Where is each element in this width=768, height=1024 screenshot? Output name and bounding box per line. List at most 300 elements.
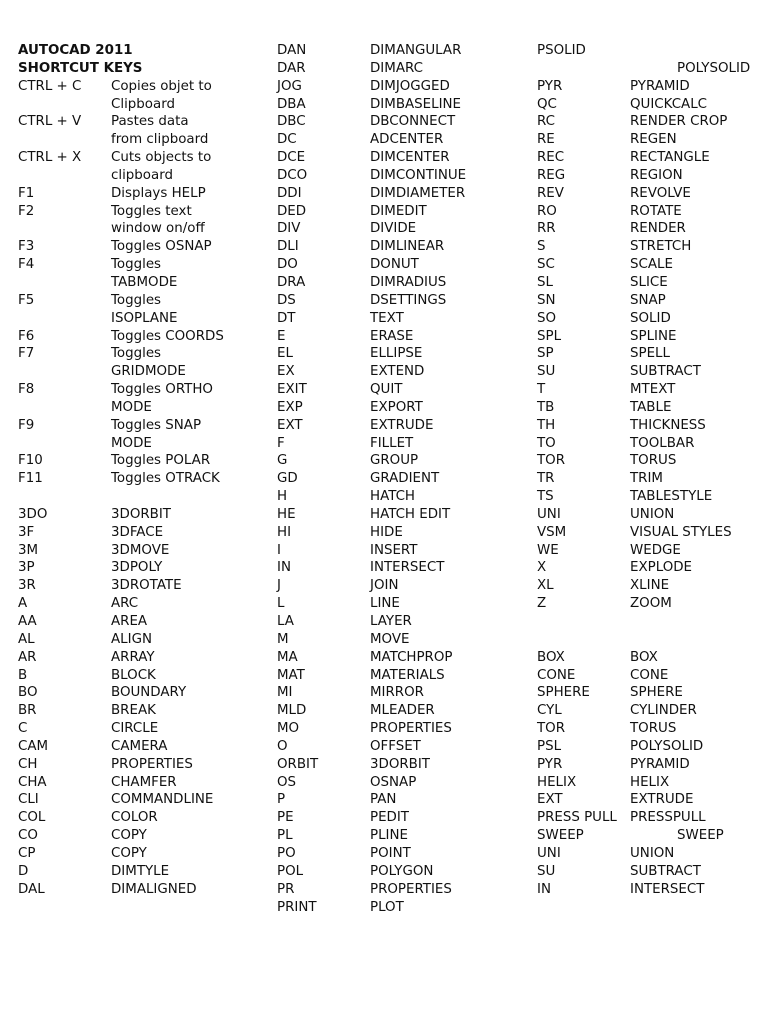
shortcut-command: Clipboard xyxy=(111,96,175,112)
shortcut-row xyxy=(18,720,263,738)
shortcut-row xyxy=(18,328,263,346)
shortcut-key: MLD xyxy=(277,703,307,719)
shortcut-row xyxy=(277,863,527,881)
shortcut-row xyxy=(537,399,762,417)
shortcut-command: TRIM xyxy=(630,471,663,487)
shortcut-key: VSM xyxy=(537,524,567,540)
shortcut-command: ADCENTER xyxy=(370,132,444,148)
shortcut-row xyxy=(18,684,263,702)
shortcut-command: Toggles OSNAP xyxy=(111,239,212,255)
shortcut-row xyxy=(277,417,527,435)
shortcut-key: F6 xyxy=(18,328,35,344)
shortcut-key: CP xyxy=(18,845,36,861)
shortcut-row xyxy=(18,292,263,310)
shortcut-command: UNION xyxy=(630,506,675,522)
shortcut-command: GRIDMODE xyxy=(111,364,186,380)
shortcut-command: CYLINDER xyxy=(630,703,697,719)
shortcut-key: SL xyxy=(537,274,553,290)
shortcut-row xyxy=(18,167,263,185)
shortcut-command: DIMCENTER xyxy=(370,150,450,166)
shortcut-row xyxy=(18,809,263,827)
shortcut-key: DCO xyxy=(277,167,308,183)
shortcut-command: MIRROR xyxy=(370,685,424,701)
shortcut-command: 3DPOLY xyxy=(111,560,163,576)
shortcut-row xyxy=(537,274,762,292)
shortcut-row xyxy=(537,185,762,203)
shortcut-command: HATCH xyxy=(370,489,416,505)
shortcut-row xyxy=(277,399,527,417)
shortcut-column-3 xyxy=(537,42,762,899)
shortcut-command: COPY xyxy=(111,828,147,844)
shortcut-command: JOIN xyxy=(370,578,399,594)
shortcut-row xyxy=(277,149,527,167)
shortcut-row xyxy=(18,702,263,720)
shortcut-command: PEDIT xyxy=(370,810,409,826)
shortcut-key: SC xyxy=(537,257,555,273)
shortcut-row xyxy=(277,274,527,292)
shortcut-row xyxy=(277,113,527,131)
shortcut-command: GROUP xyxy=(370,453,419,469)
shortcut-key: REG xyxy=(537,167,566,183)
shortcut-key: TOR xyxy=(537,453,566,469)
shortcut-command: BREAK xyxy=(111,703,156,719)
shortcut-key: TR xyxy=(537,471,555,487)
shortcut-command: REGEN xyxy=(630,132,677,148)
shortcut-row xyxy=(277,756,527,774)
shortcut-key: LA xyxy=(277,614,294,629)
shortcut-row xyxy=(18,381,263,399)
shortcut-row xyxy=(277,702,527,720)
shortcut-command: POLYGON xyxy=(370,863,434,879)
shortcut-row xyxy=(277,60,527,78)
shortcut-key: F11 xyxy=(18,471,43,487)
shortcut-row xyxy=(18,738,263,756)
shortcut-key: JOG xyxy=(277,78,302,94)
shortcut-row xyxy=(537,470,762,488)
shortcut-row xyxy=(277,167,527,185)
shortcut-key: PE xyxy=(277,810,294,826)
shortcut-row xyxy=(18,881,263,899)
shortcut-command: Copies objet to xyxy=(111,78,212,94)
shortcut-command: QUICKCALC xyxy=(630,96,708,112)
shortcut-key: 3R xyxy=(18,578,36,594)
shortcut-command: SUBTRACT xyxy=(630,863,701,879)
shortcut-command: ALIGN xyxy=(111,631,152,647)
shortcut-key: PO xyxy=(277,845,296,861)
shortcut-command: MATCHPROP xyxy=(370,649,453,665)
shortcut-command: SNAP xyxy=(630,292,666,308)
shortcut-command: OFFSET xyxy=(370,738,421,754)
shortcut-row xyxy=(277,328,527,346)
shortcut-row xyxy=(277,577,527,595)
shortcut-row xyxy=(537,363,762,381)
shortcut-key: AR xyxy=(18,649,37,665)
shortcut-key: F2 xyxy=(18,203,35,219)
shortcut-row xyxy=(18,363,263,381)
shortcut-row xyxy=(277,649,527,667)
shortcut-row xyxy=(18,113,263,131)
shortcut-command: MOVE xyxy=(370,631,410,647)
shortcut-key: SU xyxy=(537,863,556,879)
shortcut-command: COPY xyxy=(111,845,147,861)
shortcut-key: BR xyxy=(18,703,37,719)
shortcut-key: TOR xyxy=(537,721,566,737)
shortcut-command: SOLID xyxy=(630,310,671,326)
shortcut-key: DLI xyxy=(277,239,299,255)
shortcut-row xyxy=(537,78,762,96)
shortcut-row xyxy=(18,863,263,881)
shortcut-command: DBCONNECT xyxy=(370,114,456,130)
shortcut-row xyxy=(537,203,762,221)
shortcut-key: SPHERE xyxy=(537,685,590,701)
shortcut-key: F7 xyxy=(18,346,35,362)
shortcut-key: HI xyxy=(277,524,292,540)
shortcut-command: PLOT xyxy=(370,899,404,915)
shortcut-command: TABMODE xyxy=(111,274,178,290)
shortcut-command: COMMANDLINE xyxy=(111,792,214,808)
shortcut-row xyxy=(18,220,263,238)
shortcut-command: MTEXT xyxy=(630,382,676,398)
shortcut-row xyxy=(18,435,263,453)
shortcut-key: F9 xyxy=(18,417,35,433)
shortcut-row xyxy=(277,506,527,524)
shortcut-key: CTRL + X xyxy=(18,150,82,166)
shortcut-row xyxy=(537,756,762,774)
shortcut-key: IN xyxy=(537,881,551,897)
shortcut-row xyxy=(277,791,527,809)
shortcut-command: DIMRADIUS xyxy=(370,274,447,290)
shortcut-row xyxy=(18,613,263,631)
shortcut-row xyxy=(277,613,527,631)
shortcut-row xyxy=(277,595,527,613)
shortcut-command: COLOR xyxy=(111,810,158,826)
document-title-line-2: SHORTCUT KEYS xyxy=(18,60,143,76)
shortcut-key: XL xyxy=(537,578,554,594)
shortcut-command: PROPERTIES xyxy=(370,721,452,737)
shortcut-command: THICKNESS xyxy=(630,417,706,433)
shortcut-key: DIV xyxy=(277,221,301,237)
shortcut-command: POLYSOLID xyxy=(677,60,751,76)
shortcut-command: UNION xyxy=(630,845,675,861)
shortcut-key: CONE xyxy=(537,667,576,683)
shortcut-command: BLOCK xyxy=(111,667,156,683)
shortcut-key: E xyxy=(277,328,286,344)
shortcut-row xyxy=(537,488,762,506)
shortcut-key: HELIX xyxy=(537,774,577,790)
shortcut-key: POL xyxy=(277,863,304,879)
shortcut-command: 3DMOVE xyxy=(111,542,170,558)
shortcut-key: T xyxy=(537,382,546,398)
shortcut-row xyxy=(537,720,762,738)
shortcut-row xyxy=(277,363,527,381)
shortcut-command: RECTANGLE xyxy=(630,150,710,166)
shortcut-key: PR xyxy=(277,881,295,897)
shortcut-row xyxy=(277,684,527,702)
shortcut-row xyxy=(277,738,527,756)
shortcut-key: EXIT xyxy=(277,382,307,398)
shortcut-row xyxy=(18,667,263,685)
shortcut-row xyxy=(537,667,762,685)
shortcut-command: ERASE xyxy=(370,328,414,344)
shortcut-key: G xyxy=(277,453,288,469)
shortcut-row xyxy=(277,345,527,363)
shortcut-key: EL xyxy=(277,346,293,362)
shortcut-row xyxy=(277,42,527,60)
shortcut-command: DIMCONTINUE xyxy=(370,167,467,183)
shortcut-key: UNI xyxy=(537,506,561,522)
shortcut-command: MATERIALS xyxy=(370,667,445,683)
shortcut-key: PRINT xyxy=(277,899,317,915)
shortcut-command: BOX xyxy=(630,649,658,665)
shortcut-command: ZOOM xyxy=(630,596,672,612)
shortcut-key: PYR xyxy=(537,78,563,94)
shortcut-row xyxy=(18,149,263,167)
shortcut-row xyxy=(537,381,762,399)
shortcut-command: TABLESTYLE xyxy=(630,489,713,505)
shortcut-key: CLI xyxy=(18,792,39,808)
shortcut-key: F3 xyxy=(18,239,35,255)
shortcut-row xyxy=(537,542,762,560)
shortcut-row xyxy=(537,774,762,792)
shortcut-command: Toggles xyxy=(111,346,162,362)
shortcut-row xyxy=(537,684,762,702)
shortcut-key: EX xyxy=(277,364,295,380)
shortcut-row xyxy=(537,613,762,631)
shortcut-row xyxy=(277,256,527,274)
shortcut-key: AA xyxy=(18,614,37,629)
shortcut-row xyxy=(277,667,527,685)
shortcut-row xyxy=(18,417,263,435)
shortcut-command: EXPLODE xyxy=(630,560,693,576)
shortcut-command: FILLET xyxy=(370,435,414,451)
shortcut-command: EXTRUDE xyxy=(370,417,434,433)
shortcut-key: DAL xyxy=(18,881,45,897)
shortcut-key: EXT xyxy=(537,792,563,808)
shortcut-row xyxy=(277,631,527,649)
shortcut-key: BOX xyxy=(537,649,565,665)
shortcut-row xyxy=(537,328,762,346)
shortcut-row xyxy=(18,845,263,863)
shortcut-key: SO xyxy=(537,310,557,326)
shortcut-command: QUIT xyxy=(370,382,403,398)
shortcut-key: SU xyxy=(537,364,556,380)
shortcut-key: DAN xyxy=(277,43,307,58)
shortcut-command: 3DORBIT xyxy=(370,756,430,772)
shortcut-command: ARC xyxy=(111,596,139,612)
shortcut-row xyxy=(277,292,527,310)
shortcut-row xyxy=(18,631,263,649)
shortcut-row xyxy=(537,310,762,328)
shortcut-key: TH xyxy=(537,417,556,433)
shortcut-key: EXT xyxy=(277,417,303,433)
shortcut-row xyxy=(277,310,527,328)
shortcut-key: SP xyxy=(537,346,554,362)
shortcut-key: DAR xyxy=(277,60,306,76)
shortcut-key: F8 xyxy=(18,382,35,398)
shortcut-row xyxy=(537,435,762,453)
shortcut-command: HELIX xyxy=(630,774,670,790)
shortcut-key: DED xyxy=(277,203,307,219)
shortcut-command: CHAMFER xyxy=(111,774,177,790)
shortcut-command: PYRAMID xyxy=(630,756,690,772)
shortcut-key: P xyxy=(277,792,286,808)
shortcut-row xyxy=(537,149,762,167)
shortcut-command: Toggles SNAP xyxy=(111,417,202,433)
shortcut-key: S xyxy=(537,239,546,255)
shortcut-row xyxy=(277,220,527,238)
shortcut-command: Toggles text xyxy=(111,203,192,219)
shortcut-key: DRA xyxy=(277,274,306,290)
shortcut-row xyxy=(18,756,263,774)
shortcut-command: INTERSECT xyxy=(370,560,445,576)
shortcut-command: EXTRUDE xyxy=(630,792,694,808)
shortcut-key: GD xyxy=(277,471,298,487)
shortcut-row xyxy=(277,381,527,399)
shortcut-row xyxy=(537,167,762,185)
shortcut-command: SLICE xyxy=(630,274,668,290)
shortcut-command: MODE xyxy=(111,399,152,415)
shortcut-row xyxy=(537,595,762,613)
shortcut-row xyxy=(277,238,527,256)
shortcut-command: DIMANGULAR xyxy=(370,43,462,58)
shortcut-command: PAN xyxy=(370,792,397,808)
shortcut-key: TO xyxy=(537,435,556,451)
shortcut-command: RENDER xyxy=(630,221,686,237)
shortcut-command: CONE xyxy=(630,667,669,683)
shortcut-command: TABLE xyxy=(630,399,672,415)
shortcut-row xyxy=(537,827,762,845)
shortcut-key: SN xyxy=(537,292,556,308)
shortcut-key: PYR xyxy=(537,756,563,772)
shortcut-command: DIMBASELINE xyxy=(370,96,462,112)
shortcut-key: QC xyxy=(537,96,557,112)
shortcut-row xyxy=(277,131,527,149)
shortcut-row xyxy=(537,577,762,595)
shortcut-key: CH xyxy=(18,756,38,772)
shortcut-row xyxy=(537,96,762,114)
shortcut-command: POINT xyxy=(370,845,411,861)
shortcut-command: DIMTYLE xyxy=(111,863,170,879)
shortcut-key: COL xyxy=(18,810,46,826)
shortcut-key: D xyxy=(18,863,29,879)
shortcut-key: PRESS PULL xyxy=(537,810,617,826)
shortcut-key: WE xyxy=(537,542,559,558)
shortcut-key: F4 xyxy=(18,257,35,273)
shortcut-command: Toggles xyxy=(111,257,162,273)
shortcut-key: L xyxy=(277,596,285,612)
shortcut-row xyxy=(277,881,527,899)
shortcut-command: POLYSOLID xyxy=(630,738,704,754)
shortcut-row xyxy=(537,131,762,149)
shortcut-key: F5 xyxy=(18,292,35,308)
shortcut-key: DT xyxy=(277,310,296,326)
shortcut-command: EXPORT xyxy=(370,399,423,415)
shortcut-command: Toggles OTRACK xyxy=(111,471,220,487)
shortcut-row xyxy=(537,506,762,524)
shortcut-command: SWEEP xyxy=(677,828,724,844)
shortcut-command: EXTEND xyxy=(370,364,425,380)
shortcut-row xyxy=(537,524,762,542)
shortcut-command: 3DFACE xyxy=(111,524,164,540)
shortcut-row xyxy=(18,649,263,667)
shortcut-command: DONUT xyxy=(370,257,419,273)
shortcut-key: RR xyxy=(537,221,556,237)
shortcut-command: ISOPLANE xyxy=(111,310,178,326)
shortcut-row xyxy=(277,559,527,577)
shortcut-row xyxy=(277,488,527,506)
shortcut-column-2 xyxy=(277,42,527,916)
shortcut-key: F xyxy=(277,435,285,451)
shortcut-row xyxy=(277,203,527,221)
shortcut-key: RC xyxy=(537,114,555,130)
shortcut-command: TORUS xyxy=(630,721,677,737)
shortcut-key: H xyxy=(277,489,288,505)
shortcut-row xyxy=(18,827,263,845)
shortcut-key: RE xyxy=(537,132,555,148)
shortcut-key: 3M xyxy=(18,542,39,558)
shortcut-row xyxy=(537,809,762,827)
shortcut-key: DBA xyxy=(277,96,306,112)
shortcut-row xyxy=(18,595,263,613)
shortcut-key: EXP xyxy=(277,399,303,415)
shortcut-command: SPELL xyxy=(630,346,670,362)
shortcut-command: DSETTINGS xyxy=(370,292,447,308)
shortcut-key: DCE xyxy=(277,150,306,166)
shortcut-command: TOOLBAR xyxy=(630,435,695,451)
shortcut-key: TB xyxy=(537,399,555,415)
shortcut-key: PSL xyxy=(537,738,562,754)
shortcut-row xyxy=(537,791,762,809)
shortcut-key: X xyxy=(537,560,547,576)
shortcut-row xyxy=(18,470,263,488)
shortcut-row xyxy=(277,809,527,827)
shortcut-key: HE xyxy=(277,506,296,522)
shortcut-command: MLEADER xyxy=(370,703,435,719)
shortcut-command: OSNAP xyxy=(370,774,417,790)
shortcut-row xyxy=(18,256,263,274)
shortcut-key: TS xyxy=(537,489,554,505)
shortcut-command: GRADIENT xyxy=(370,471,440,487)
shortcut-command: ELLIPSE xyxy=(370,346,423,362)
shortcut-command: Displays HELP xyxy=(111,185,206,201)
shortcut-row xyxy=(277,452,527,470)
shortcut-row xyxy=(18,488,263,506)
shortcut-command: CIRCLE xyxy=(111,721,159,737)
shortcut-row xyxy=(18,774,263,792)
shortcut-key: DC xyxy=(277,132,297,148)
shortcut-key: F1 xyxy=(18,185,35,201)
shortcut-key: SPL xyxy=(537,328,562,344)
shortcut-key: J xyxy=(277,578,281,594)
shortcut-command: AREA xyxy=(111,614,148,629)
shortcut-command: REVOLVE xyxy=(630,185,691,201)
shortcut-row xyxy=(277,185,527,203)
shortcut-row xyxy=(277,435,527,453)
shortcut-command: PLINE xyxy=(370,828,408,844)
shortcut-key: REV xyxy=(537,185,564,201)
shortcut-key: C xyxy=(18,721,28,737)
shortcut-command: TEXT xyxy=(370,310,404,326)
shortcut-command: ROTATE xyxy=(630,203,682,219)
shortcut-row xyxy=(537,417,762,435)
shortcut-key: MAT xyxy=(277,667,305,683)
shortcut-command: window on/off xyxy=(111,221,205,237)
shortcut-command: Toggles POLAR xyxy=(111,453,211,469)
shortcut-command: SPHERE xyxy=(630,685,683,701)
shortcut-row xyxy=(537,292,762,310)
shortcut-command: DIVIDE xyxy=(370,221,417,237)
shortcut-command: LINE xyxy=(370,596,400,612)
